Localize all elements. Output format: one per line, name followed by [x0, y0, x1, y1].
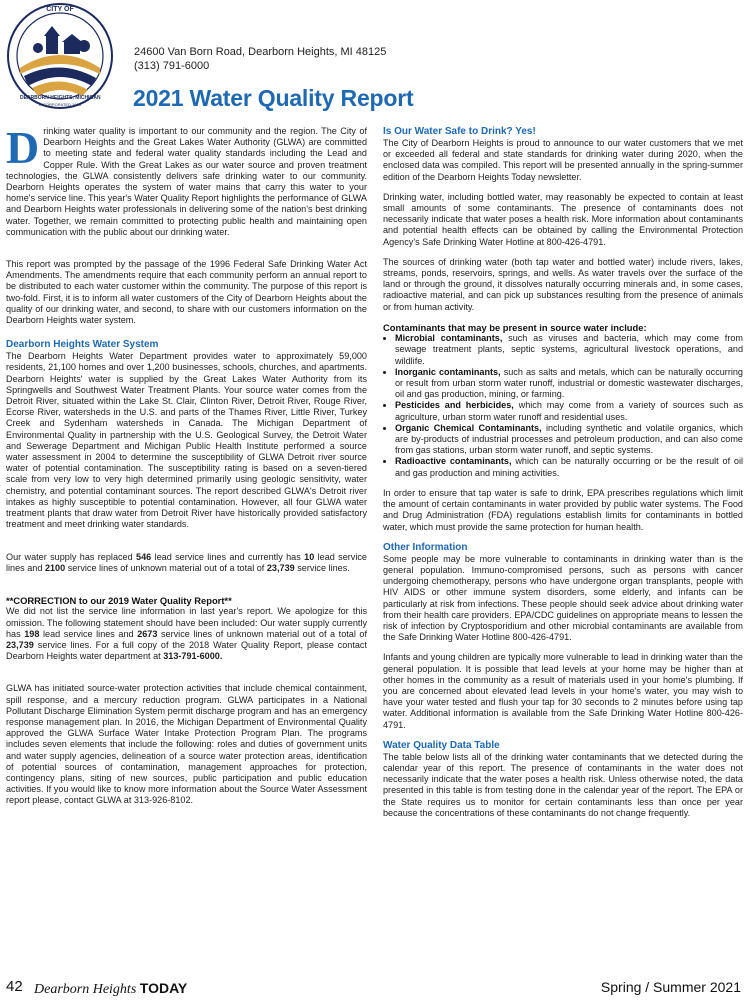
intro-paragraph — [6, 122, 367, 238]
other-info-paragraph: Some people may be more vulnerable to contaminants in drinking water than is the general population. Immuno-compromised persons, such as persons with cancer undergoing chemotherapy, persons who have undergone organ transplants, people with HIV AIDS or other immune system disorders, some elderly, and infants can be particularly at risk from infections. These people should seek advice about drinking water from their health care providers. EPA/CDC guidelines on appropriate means to lessen the risk of infection by Cryptosporidium and other microbial contaminants are available from the Safe Drinking Water Hotline 800-426-4791. — [383, 553, 743, 643]
lead-lines-paragraph: Our water supply has replaced 546 lead service lines and currently has 10 lead service lines and 2100 service lines of unknown material out of a total of 23,739 service lines. — [6, 551, 367, 573]
unknown-lines-count: 2100 — [44, 562, 66, 573]
purpose-paragraph: This report was prompted by the passage of the 1996 Federal Safe Drinking Water Act Amendments. The amendments require that each community perform an annual report to be distributed to each water customer within the community. The purpose of this report is two-fold. First, it is to inform all water customers of the City of Dearborn Heights about the quality of our drinking water, and second, to share with our customers information on the Dearborn Heights water system. — [6, 259, 367, 326]
sources-paragraph: The sources of drinking water (both tap water and bottled water) include rivers, lakes, streams, ponds, reservoirs, springs, and wells. As water travels over the surface of the land or through the ground, it dissolves naturally occurring minerals and, in some cases, radioactive material, and can pick up substances resulting from the presence of animals or from human activity. — [383, 256, 743, 312]
left-column — [6, 122, 368, 816]
city-seal-logo — [6, 2, 114, 110]
seal-top-text: CITY OF — [46, 6, 74, 13]
correction-paragraph: We did not list the service line information in last year's report. We apologize for this omission. The following statement should have been included: Our water supply currently has 198 lead service lines and 2673 service lines of unknown material out of a total of 23,739 service lines. For a full copy of the 2018 Water Quality Report, please contact Dearborn Heights water department at 313-791-6000. — [6, 606, 368, 662]
right-column — [383, 126, 743, 828]
page-footer — [0, 974, 749, 1002]
list-item: • Pesticides and herbicides, which may come from a variety of sources such as agriculture, urban storm water runoff and residential uses. — [395, 400, 743, 422]
data-table-heading: Water Quality Data Table — [383, 739, 500, 751]
address-block — [134, 45, 386, 73]
list-item: • Microbial contaminants, such as viruses and bacteria, which may come from sewage treatment plants, septic systems, agricultural livestock operations, and wildlife. — [395, 333, 743, 367]
safe-heading: Is Our Water Safe to Drink? Yes! — [383, 126, 536, 137]
phone-number: (313) 791-6000 — [134, 60, 210, 72]
newsletter-brand: Dearborn Heights TODAY — [34, 980, 188, 997]
list-item: • Inorganic contaminants, such as salts and metals, which can be naturally occurring or result from urban storm water runoff, industrial or domestic wastewater discharges, oil and gas production, mining, or farming. — [395, 367, 743, 401]
correction-heading: **CORRECTION to our 2019 Water Quality Report** — [6, 594, 232, 606]
glwa-paragraph: GLWA has initiated source-water protection activities that include chemical containment, spill response, and a mercury reduction program. GLWA participates in a National Pollutant Discharge Elimination System permit discharge program and has an emergency response management plan. In 2016, the Michigan Department of Environmental Quality approved the GLWA Surface Water Intake Protection Program Plan. The programs includes seven elements that include the following: roles and duties of government units and water supply agencies, delineation of a source water protection areas, identification of potential sources of contamination, management approaches for protection, contingency plans, siting of new sources, public participation and public education activities. If you would like to know more information about the Source Water Assessment report please, contact GLWA at 313-926-8102. — [6, 683, 367, 806]
bottled-paragraph: Drinking water, including bottled water, may reasonably be expected to contain at least small amounts of some contaminants. The presence of contaminants does not necessarily indicate that water poses a health risk. More information about contaminants and potential health effects can be obtained by calling the Environmental Protection Agency's Safe Drinking Water Hotline at 800-426-4791. — [383, 191, 743, 247]
street-address: 24600 Van Born Road, Dearborn Heights, MI 48125 — [134, 46, 387, 58]
other-info-heading: Other Information — [383, 541, 468, 553]
seal-bottom-text: DEARBORN HEIGHTS, MICHIGAN — [20, 95, 101, 101]
infants-paragraph: Infants and young children are typically more vulnerable to lead in drinking water than the general population. It is possible that lead levels at your home may be higher than at other homes in the community as a result of materials used in your home's plumbing. If you are concerned about elevated lead levels in your home's water, you may wish to have your water tested and flush your tap for 30 seconds to 2 minutes before using tap water. Additional information is available from the Safe Drinking Water Hotline 800-426-4791. — [383, 652, 743, 730]
contaminants-list — [383, 333, 743, 479]
lead-current-count: 10 — [304, 551, 315, 562]
total-lines-count: 23,739 — [266, 562, 295, 573]
data-table-paragraph: The table below lists all of the drinking water contaminants that we detected during the calendar year of this report. The presence of contaminants in the water does not necessarily indicate that the water poses a health risk. Unless otherwise noted, the data presented in this table is from testing done in the calendar year of the report. The EPA or the State requires us to monitor for certain contaminants less than once per year because the concentrations of these contaminants do not change frequently. — [383, 751, 743, 818]
list-item: • Organic Chemical Contaminants, including synthetic and volatile organics, which are by-products of industrial processes and petroleum production, and can also come from gas stations, urban storm water runoff, and septic systems. — [395, 423, 743, 457]
contaminants-heading: Contaminants that may be present in source water include: — [383, 321, 647, 333]
seal-small-text: INCORPORATED 1963 — [39, 102, 81, 107]
lead-replaced-count: 546 — [136, 551, 152, 562]
safe-paragraph: The City of Dearborn Heights is proud to announce to our water customers that we met or exceeded all federal and state standards for drinking water during 2020, when the enclosed data was compiled. This report will be presented annually in the spring-summer edition of the Dearborn Heights Today newsletter. — [383, 138, 743, 182]
list-item: • Radioactive contaminants, which can be naturally occurring or be the result of oil and gas production and mining activities. — [395, 456, 743, 478]
page-title: 2021 Water Quality Report — [133, 85, 414, 111]
epa-paragraph: In order to ensure that tap water is safe to drink, EPA prescribes regulations which limit the amount of certain contaminants in water provided by public water systems. The Food and Drug Administration (FDA) regulations establish limits for contaminants in bottled water, which must provide the same protection for human health. — [383, 487, 743, 532]
system-paragraph: The Dearborn Heights Water Department provides water to approximately 59,000 residents, 21,100 homes and over 1,200 businesses, schools, churches, and apartments. Dearborn Heights' water is supplied by the Great Lakes Water Authority from its Springwells and Southwest Water Treatment Plants. Your source water comes from the Detroit River, situated within the Lake St. Clair, Clinton River, Detroit River, Rouge River, Ecorse River, watersheds in the U.S. and parts of the Thames River, Little River, Turkey Creek and Sydenham watersheds in Canada. The Michigan Department of Environmental Quality in partnership with the U.S. Geological Survey, the Detroit Water and Sewerage Department and Michigan Public Health Institute performed a source water assessment in 2004 to determine the susceptibility of GLWA Detroit river source water of potential contamination. The susceptibility rating is based on a seven-tiered scale from very low to very high determined primarily using geologic sensitivity, water chemistry, and potential contaminant sources. The report described GLWA's Detroit river intakes as highly susceptible to potential contamination. However, all four GLWA water treatment plants that draw water from Detroit River have historically provided satisfactory treatment and meet drinking water standards. — [6, 351, 367, 530]
issue-season: Spring / Summer 2021 — [600, 979, 741, 995]
intro-text: rinking water quality is important to our community and the region. The City of Dearborn Heights and the Great Lakes Water Authority (GLWA) are committed to meeting state and federal water quality standards including the Lead and Copper Rule. With the Great Lakes as our water source and proven treatment technologies, the GLWA consistently delivers safe drinking water to our community. Dearborn Heights operates the system of water mains that carry this water to your home's service line. This year's Water Quality Report highlights the performance of GLWA and Dearborn Heights water professionals in delivering some of the nation's best drinking water. Together, we remain committed to protecting public health and maintaining open communication with the public about our drinking water. — [6, 126, 367, 237]
page-number: 42 — [6, 978, 23, 995]
system-heading: Dearborn Heights Water System — [6, 339, 159, 351]
drop-cap: D — [6, 122, 40, 173]
contact-phone: 313-791-6000. — [163, 651, 223, 662]
